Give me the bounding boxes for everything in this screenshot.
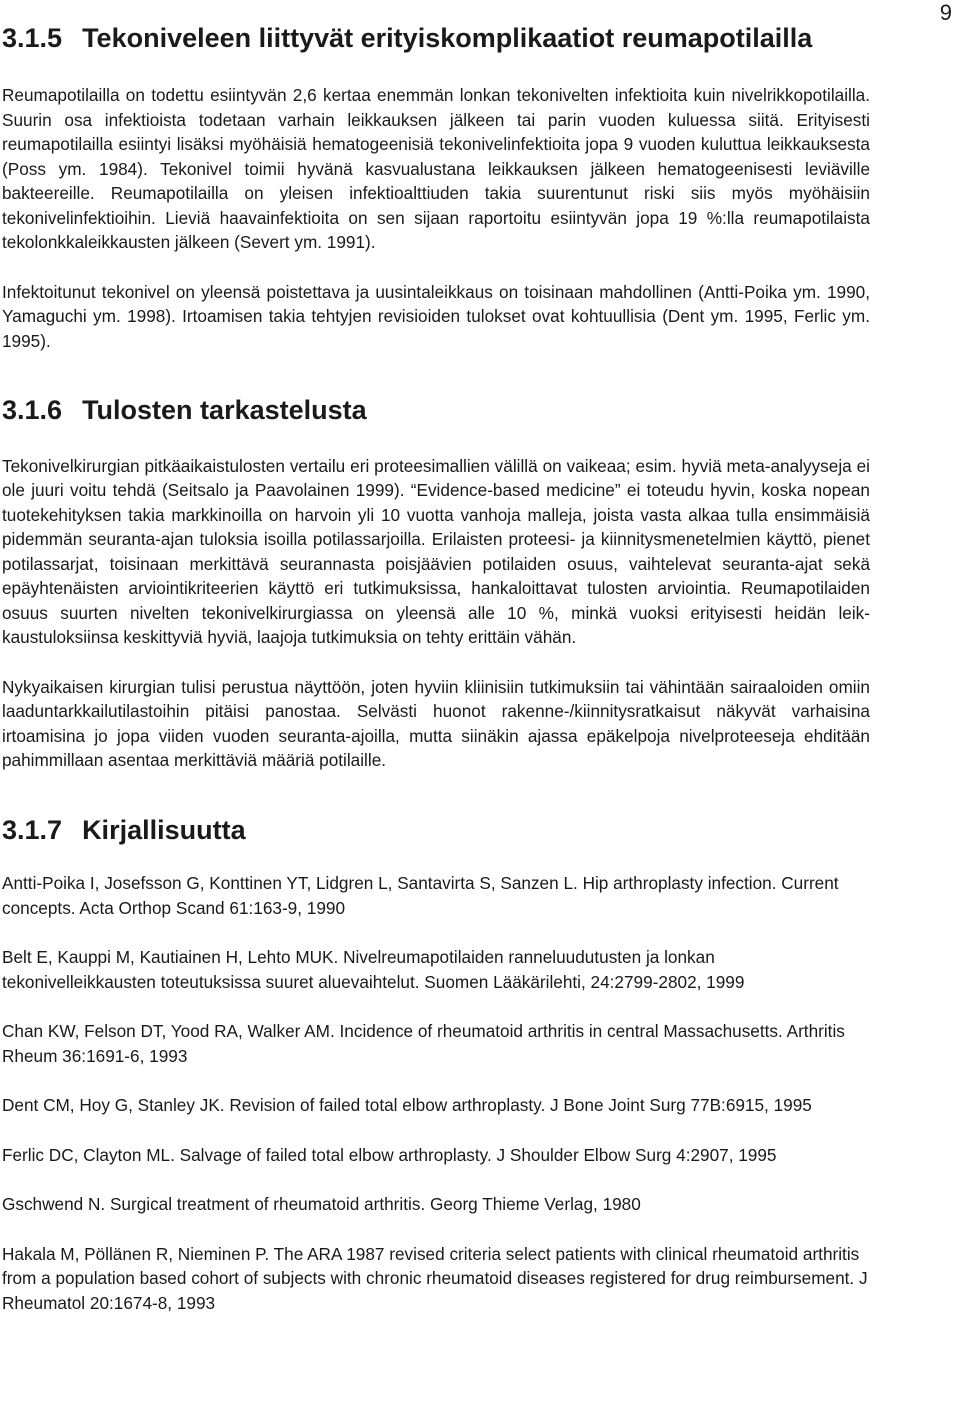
section-number: 3.1.7 (2, 814, 63, 845)
reference-item: Gschwend N. Surgical treatment of rheumatoid arthritis. Georg Thieme Verlag, 1980 (2, 1194, 641, 1215)
section-3-1-6 (2, 394, 870, 772)
body-paragraph: Reumapotilailla on todettu esiintyvän 2,6 kertaa enemmän lonkan tekonivelten infektioita kuin nivelrikkopotilailla. Suurin osa infektioista todetaan varhain leikkauksen jälkeen tai parin vuoden kuluessa siitä. Erityisesti reumapotilailla esiintyi lisäksi myöhäisiä hematogeenisiä tekonivelinfektioita jopa 9 vuoden kuluttua leikkauksesta (Poss ym. 1984). Tekonivel toimii hyvänä kasvualustana leikkauksen jälkeen hematogeenisesti leviäville bakteereille. Reumapotilailla on yleisen infektioalttiuden takia suurentunut riski siis myös myöhäisiin tekonivelinfektioihin. Lieviä haavainfektioita on sen sijaan raportoitu esiintyvän jopa 19 %:lla reumapotilaista tekolonkkaleikkausten jälkeen (Severt ym. 1991). (2, 85, 870, 253)
reference-item: Antti-Poika I, Josefsson G, Konttinen YT, Lidgren L, Santavirta S, Sanzen L. Hip arthroplasty infection. Current concepts. Acta Orthop Scand 61:163-9, 1990 (2, 873, 839, 918)
page-number: 9 (939, 0, 952, 25)
section-number: 3.1.5 (2, 23, 63, 53)
reference-item: Hakala M, Pöllänen R, Nieminen P. The ARA 1987 revised criteria select patients with clinical rheumatoid arthritis from a population based cohort of subjects with chronic rheumatoid diseases registered for drug reimbursement. J Rheumatol 20:1674-8, 1993 (2, 1243, 868, 1313)
section-heading (2, 394, 870, 426)
section-heading (2, 22, 870, 54)
page-content (2, 22, 870, 1315)
section-3-1-5 (2, 22, 870, 353)
body-paragraph: Tekonivelkirurgian pitkäaikaistulosten vertailu eri proteesimallien välillä on vaikeaa; esim. hyviä meta-analyyseja ei ole juuri voitu tehdä (Seitsalo ja Paavolainen 1999). “Evidence-based medicine” ei toteudu hyvin, koska nopean tuotekehityksen takia markkinoilla on harvoin yli 10 vuotta vanhoja malleja, joista vasta alkaa tulla ensimmäisiä pidemmän seuranta-ajan tuloksia isoilla potilassarjoilla. Erilaisten proteesi- ja kiinnitysmenetelmien käyttö, pienet potilassarjat, toisinaan merkittävä seurannasta poisjäävien potilaiden osuus, vaihtelevat seuranta-ajat sekä epäyhtenäisten arviointikriteerien käyttö eri tutkimuksissa, hankaloittavat tulosten arviointia. Reumapotilaiden osuus suurten nivelten tekonivelkirurgiassa on yleensä alle 10 %, minkä vuoksi erityisesti heidän leikkaustuloksiinsa keskittyviä hyviä, laajoja tutkimuksia on tehty erittäin vähän. (2, 455, 870, 648)
section-number: 3.1.6 (2, 395, 63, 426)
section-3-1-7 (2, 814, 870, 1315)
section-title: Tekoniveleen liittyvät erityiskomplikaatiot reumapotilailla (82, 23, 813, 53)
reference-item: Ferlic DC, Clayton ML. Salvage of failed total elbow arthroplasty. J Shoulder Elbow Surg 4:2907, 1995 (2, 1144, 777, 1165)
section-title: Kirjallisuutta (82, 814, 246, 845)
reference-item: Chan KW, Felson DT, Yood RA, Walker AM. Incidence of rheumatoid arthritis in central Massachusetts. Arthritis Rheum 36:1691-6, 1993 (2, 1021, 845, 1066)
body-paragraph: Nykyaikaisen kirurgian tulisi perustua näyttöön, joten hyviin kliinisiin tutkimuksiin tai vähintään sairaaloiden omiin laaduntarkkailutilastoihin pitäisi panostaa. Selvästi huonot rakenne-/kiinnitysratkaisut näkyvät varhaisina irtoamisina jo jopa viiden vuoden seuranta-ajoilla, mutta siinäkin ajassa epäkelpoja nivelproteeseja ehditään pahimmillaan asentaa merkittäviä määriä potilaille. (2, 676, 870, 771)
section-heading (2, 814, 870, 846)
reference-item: Dent CM, Hoy G, Stanley JK. Revision of failed total elbow arthroplasty. J Bone Joint Surg 77B:6915, 1995 (2, 1095, 812, 1116)
reference-list (2, 871, 870, 1315)
body-paragraph: Infektoitunut tekonivel on yleensä poistettava ja uusintaleikkaus on toisinaan mahdollinen (Antti-Poika ym. 1990, Yamaguchi ym. 1998). Irtoamisen takia tehtyjen revisioiden tulokset ovat kohtuullisia (Dent ym. 1995, Ferlic ym. 1995). (2, 281, 870, 351)
reference-item: Belt E, Kauppi M, Kautiainen H, Lehto MUK. Nivelreumapotilaiden ranneluudutusten ja lonkan tekonivelleikkausten toteutuksissa suuret aluevaihtelut. Suomen Lääkärilehti, 24:2799-2802, 1999 (2, 947, 745, 992)
section-title: Tulosten tarkastelusta (82, 395, 367, 426)
